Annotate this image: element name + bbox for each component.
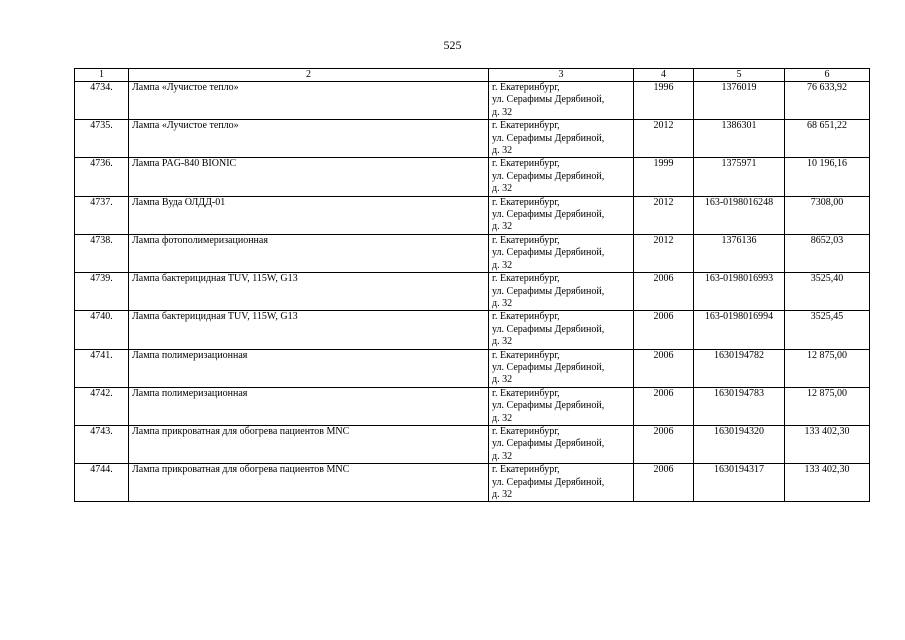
- address-street: ул. Серафимы Дерябиной,: [492, 170, 605, 182]
- item-year: 2006: [634, 349, 694, 387]
- address-city: г. Екатеринбург,: [492, 234, 560, 246]
- header-col-5: 5: [694, 69, 785, 82]
- table-row: [75, 425, 870, 463]
- page-number: 525: [443, 38, 462, 52]
- address-street: ул. Серафимы Дерябиной,: [492, 438, 605, 450]
- inventory-number: 163-0198016993: [694, 273, 785, 311]
- address-building: д. 32: [492, 374, 513, 386]
- item-address: [489, 387, 634, 425]
- address-building: д. 32: [492, 336, 513, 348]
- inventory-number: 1630194320: [694, 425, 785, 463]
- row-number: 4740.: [75, 311, 129, 349]
- inventory-number: 1375971: [694, 158, 785, 196]
- header-col-3: 3: [489, 69, 634, 82]
- inventory-number: 1630194782: [694, 349, 785, 387]
- header-col-2: 2: [129, 69, 489, 82]
- table-row: [75, 311, 870, 349]
- address-street: ул. Серафимы Дерябиной,: [492, 132, 605, 144]
- address-city: г. Екатеринбург,: [492, 158, 560, 170]
- item-name: Лампа «Лучистое тепло»: [129, 120, 489, 158]
- item-year: 1999: [634, 158, 694, 196]
- table-row: [75, 387, 870, 425]
- address-building: д. 32: [492, 106, 513, 118]
- item-cost: 12 875,00: [785, 349, 870, 387]
- row-number: 4744.: [75, 464, 129, 502]
- item-name: Лампа «Лучистое тепло»: [129, 82, 489, 120]
- inventory-number: 1386301: [694, 120, 785, 158]
- address-street: ул. Серафимы Дерябиной,: [492, 323, 605, 335]
- item-address: [489, 273, 634, 311]
- address-building: д. 32: [492, 221, 513, 233]
- item-year: 2012: [634, 196, 694, 234]
- item-address: [489, 120, 634, 158]
- item-year: 2006: [634, 387, 694, 425]
- table-row: [75, 349, 870, 387]
- address-city: г. Екатеринбург,: [492, 425, 560, 437]
- header-row: [75, 69, 870, 82]
- address-city: г. Екатеринбург,: [492, 349, 560, 361]
- item-year: 2006: [634, 425, 694, 463]
- item-name: Лампа фотополимеризационная: [129, 234, 489, 272]
- row-number: 4739.: [75, 273, 129, 311]
- table-row: [75, 234, 870, 272]
- address-city: г. Екатеринбург,: [492, 82, 560, 93]
- item-cost: 12 875,00: [785, 387, 870, 425]
- address-street: ул. Серафимы Дерябиной,: [492, 361, 605, 373]
- header-col-4: 4: [634, 69, 694, 82]
- row-number: 4735.: [75, 120, 129, 158]
- item-cost: 7308,00: [785, 196, 870, 234]
- table-row: [75, 158, 870, 196]
- item-name: Лампа бактерицидная TUV, 115W, G13: [129, 311, 489, 349]
- item-address: [489, 425, 634, 463]
- address-city: г. Екатеринбург,: [492, 464, 560, 476]
- item-cost: 3525,40: [785, 273, 870, 311]
- item-year: 2006: [634, 273, 694, 311]
- item-name: Лампа полимеризационная: [129, 349, 489, 387]
- property-register-table: [74, 68, 870, 502]
- item-name: Лампа прикроватная для обогрева пациентов MNC: [129, 464, 489, 502]
- table-header: [75, 69, 870, 82]
- inventory-number: 1376019: [694, 82, 785, 120]
- item-address: [489, 158, 634, 196]
- item-name: Лампа бактерицидная TUV, 115W, G13: [129, 273, 489, 311]
- item-name: Лампа полимеризационная: [129, 387, 489, 425]
- address-city: г. Екатеринбург,: [492, 273, 560, 285]
- address-street: ул. Серафимы Дерябиной,: [492, 285, 605, 297]
- row-number: 4734.: [75, 82, 129, 120]
- row-number: 4737.: [75, 196, 129, 234]
- address-city: г. Екатеринбург,: [492, 387, 560, 399]
- item-name: Лампа прикроватная для обогрева пациентов MNC: [129, 425, 489, 463]
- table-row: [75, 273, 870, 311]
- table-row: [75, 82, 870, 120]
- address-building: д. 32: [492, 297, 513, 309]
- inventory-number: 1376136: [694, 234, 785, 272]
- item-name: Лампа PAG-840 BIONIC: [129, 158, 489, 196]
- row-number: 4742.: [75, 387, 129, 425]
- item-address: [489, 349, 634, 387]
- inventory-number: 1630194783: [694, 387, 785, 425]
- inventory-number: 163-0198016994: [694, 311, 785, 349]
- table-row: [75, 464, 870, 502]
- item-address: [489, 234, 634, 272]
- row-number: 4743.: [75, 425, 129, 463]
- address-building: д. 32: [492, 183, 513, 195]
- address-building: д. 32: [492, 145, 513, 157]
- table-body: [75, 82, 870, 502]
- item-cost: 76 633,92: [785, 82, 870, 120]
- row-number: 4738.: [75, 234, 129, 272]
- header-col-1: 1: [75, 69, 129, 82]
- address-building: д. 32: [492, 259, 513, 271]
- address-street: ул. Серафимы Дерябиной,: [492, 209, 605, 221]
- item-cost: 10 196,16: [785, 158, 870, 196]
- item-name: Лампа Вуда ОЛДД-01: [129, 196, 489, 234]
- header-col-6: 6: [785, 69, 870, 82]
- address-street: ул. Серафимы Дерябиной,: [492, 94, 605, 106]
- item-cost: 133 402,30: [785, 425, 870, 463]
- address-building: д. 32: [492, 450, 513, 462]
- address-city: г. Екатеринбург,: [492, 311, 560, 323]
- table-row: [75, 120, 870, 158]
- item-year: 2006: [634, 311, 694, 349]
- item-year: 2006: [634, 464, 694, 502]
- item-cost: 133 402,30: [785, 464, 870, 502]
- address-street: ул. Серафимы Дерябиной,: [492, 247, 605, 259]
- address-street: ул. Серафимы Дерябиной,: [492, 400, 605, 412]
- address-building: д. 32: [492, 489, 513, 500]
- item-address: [489, 311, 634, 349]
- inventory-number: 163-0198016248: [694, 196, 785, 234]
- item-year: 2012: [634, 120, 694, 158]
- address-street: ул. Серафимы Дерябиной,: [492, 476, 605, 488]
- item-address: [489, 464, 634, 502]
- item-address: [489, 196, 634, 234]
- item-cost: 3525,45: [785, 311, 870, 349]
- item-cost: 68 651,22: [785, 120, 870, 158]
- address-city: г. Екатеринбург,: [492, 120, 560, 132]
- table-row: [75, 196, 870, 234]
- item-year: 1996: [634, 82, 694, 120]
- row-number: 4736.: [75, 158, 129, 196]
- row-number: 4741.: [75, 349, 129, 387]
- address-building: д. 32: [492, 412, 513, 424]
- item-address: [489, 82, 634, 120]
- item-cost: 8652,03: [785, 234, 870, 272]
- address-city: г. Екатеринбург,: [492, 196, 560, 208]
- item-year: 2012: [634, 234, 694, 272]
- inventory-number: 1630194317: [694, 464, 785, 502]
